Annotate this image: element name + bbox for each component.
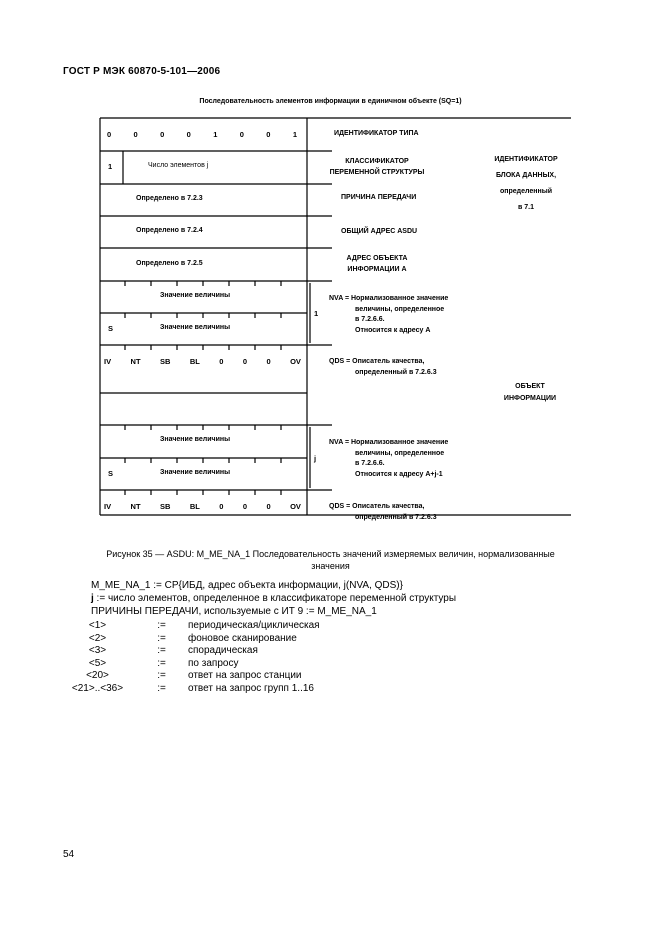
table-title: Последовательность элементов информации в единичном объекте (SQ=1) bbox=[199, 98, 462, 105]
cot-description: спорадическая bbox=[188, 645, 258, 656]
definition-line-3: ПРИЧИНЫ ПЕРЕДАЧИ, используемые с ИТ 9 := M_ME_NA_1 bbox=[91, 606, 377, 617]
cot-list-item bbox=[60, 670, 320, 683]
cot-text: Определено в 7.2.3 bbox=[136, 195, 203, 202]
qds-bit: 0 bbox=[242, 502, 248, 511]
value-text: Значение величины bbox=[160, 324, 231, 331]
bit: 0 bbox=[107, 130, 112, 139]
qds-bit: NT bbox=[130, 357, 141, 366]
cot-list bbox=[60, 620, 320, 695]
vsq-sq-bit: 1 bbox=[108, 162, 113, 171]
asdu-address-text: Определено в 7.2.4 bbox=[136, 227, 203, 234]
cot-list-item bbox=[60, 620, 320, 633]
asdu-address-label: ОБЩИЙ АДРЕС ASDU bbox=[341, 228, 418, 235]
dui-label-line: определенный bbox=[500, 188, 552, 195]
figure-caption bbox=[60, 548, 601, 572]
qds-bits bbox=[104, 357, 301, 366]
bit: 0 bbox=[133, 130, 138, 139]
cot-code: <5> bbox=[88, 657, 107, 669]
bit: 1 bbox=[213, 130, 218, 139]
qds-bit: OV bbox=[290, 502, 301, 511]
qds-bit: 0 bbox=[266, 502, 271, 511]
element-index-j: j bbox=[314, 454, 317, 463]
sign-bit: S bbox=[108, 469, 114, 478]
qds-bit: 0 bbox=[242, 357, 248, 366]
ioa-label-line: ИНФОРМАЦИИ А bbox=[347, 266, 407, 273]
qds-bit: 0 bbox=[219, 502, 224, 511]
cot-code: <21>..<36> bbox=[71, 682, 124, 694]
qds-bit: SB bbox=[159, 502, 171, 511]
qds-line: QDS = Описатель качества, bbox=[329, 358, 425, 365]
cot-list-item bbox=[60, 645, 320, 658]
dui-label-line: БЛОКА ДАННЫХ, bbox=[495, 172, 557, 179]
nva-line: в 7.2.6.6. bbox=[355, 316, 385, 323]
bit: 0 bbox=[186, 130, 191, 139]
qds-bit: BL bbox=[189, 357, 200, 366]
qds-description bbox=[329, 501, 437, 523]
dui-label-line: в 7.1 bbox=[518, 204, 534, 211]
cot-description: фоновое сканирование bbox=[188, 632, 297, 644]
qds-bit: 0 bbox=[219, 357, 224, 366]
nva-line: величины, определенное bbox=[355, 305, 445, 313]
qds-bit: IV bbox=[104, 357, 112, 366]
information-object-label bbox=[490, 381, 570, 405]
cot-list-item bbox=[60, 658, 320, 671]
nva-line: NVA = Нормализованное значение bbox=[329, 295, 449, 302]
qds-bit: 0 bbox=[266, 357, 271, 366]
vsq-label-line: ПЕРЕМЕННОЙ СТРУКТУРЫ bbox=[329, 169, 425, 176]
qds-bit: OV bbox=[290, 357, 301, 366]
value-text: Значение величины bbox=[160, 469, 231, 476]
cot-code: <2> bbox=[88, 632, 107, 644]
cot-list-item bbox=[60, 683, 320, 696]
cot-list-item bbox=[60, 633, 320, 646]
qds-bit: NT bbox=[130, 502, 141, 511]
qds-line: определенный в 7.2.6.3 bbox=[355, 369, 437, 376]
dui-label bbox=[476, 152, 576, 216]
vsq-label-line: КЛАССИФИКАТОР bbox=[345, 158, 409, 165]
qds-bit: SB bbox=[159, 357, 171, 366]
definition-line-2 bbox=[91, 593, 456, 606]
document-header: ГОСТ Р МЭК 60870-5-101—2006 bbox=[63, 66, 221, 77]
cot-label: ПРИЧИНА ПЕРЕДАЧИ bbox=[341, 194, 417, 201]
nva-line: величины, определенное bbox=[355, 449, 445, 457]
definition-line-1: M_ME_NA_1 := CP{ИБД, адрес объекта информации, j(NVA, QDS)} bbox=[91, 580, 403, 591]
qds-line: QDS = Описатель качества, bbox=[329, 503, 425, 510]
cot-code: <20> bbox=[86, 670, 109, 681]
cot-description: периодическая/циклическая bbox=[188, 620, 320, 631]
assign-symbol: := bbox=[157, 670, 166, 681]
element-index-1: 1 bbox=[314, 309, 319, 318]
ioa-label bbox=[336, 253, 418, 275]
qds-bits bbox=[104, 502, 301, 511]
caption-line: значения bbox=[311, 561, 350, 571]
definition-text: := число элементов, определенное в классификаторе переменной структуры bbox=[93, 593, 457, 604]
qds-description bbox=[329, 356, 437, 378]
assign-symbol: := bbox=[157, 620, 166, 631]
bit: 0 bbox=[266, 130, 271, 139]
nva-description bbox=[329, 294, 448, 336]
page-number: 54 bbox=[63, 849, 75, 860]
vsq-label bbox=[318, 156, 436, 178]
nva-line: Относится к адресу A+j-1 bbox=[355, 470, 443, 478]
cot-description: по запросу bbox=[188, 657, 239, 669]
ioa-label-line: АДРЕС ОБЪЕКТА bbox=[346, 255, 408, 262]
assign-symbol: := bbox=[157, 657, 166, 669]
nva-description-j bbox=[329, 438, 448, 480]
cot-code: <1> bbox=[88, 620, 107, 631]
type-id-bits bbox=[107, 130, 297, 139]
caption-line: Рисунок 35 — ASDU: M_ME_NA_1 Последовательность значений измеряемых величин, нормализованные bbox=[106, 549, 555, 559]
nva-line: Относится к адресу А bbox=[355, 326, 431, 334]
dui-label-line: ИДЕНТИФИКАТОР bbox=[494, 156, 558, 163]
qds-bit: IV bbox=[104, 502, 112, 511]
io-label-line: ОБЪЕКТ bbox=[515, 383, 545, 390]
sign-bit: S bbox=[108, 324, 114, 333]
value-text: Значение величины bbox=[160, 292, 231, 299]
value-text: Значение величины bbox=[160, 436, 231, 443]
io-label-line: ИНФОРМАЦИИ bbox=[503, 395, 557, 402]
qds-bit: BL bbox=[189, 502, 200, 511]
cot-description: ответ на запрос станции bbox=[188, 670, 302, 681]
assign-symbol: := bbox=[157, 682, 166, 694]
bit: 1 bbox=[292, 130, 297, 139]
nva-line: NVA = Нормализованное значение bbox=[329, 439, 449, 446]
nva-line: в 7.2.6.6. bbox=[355, 460, 385, 467]
cot-code: <3> bbox=[88, 645, 107, 656]
bit: 0 bbox=[239, 130, 244, 139]
qds-line: определенный в 7.2.6.3 bbox=[355, 514, 437, 521]
j-symbol: j bbox=[91, 593, 94, 604]
assign-symbol: := bbox=[157, 645, 166, 656]
cot-description: ответ на запрос групп 1..16 bbox=[188, 682, 314, 694]
vsq-number-text: Число элементов j bbox=[148, 162, 209, 169]
bit: 0 bbox=[160, 130, 165, 139]
assign-symbol: := bbox=[157, 632, 166, 644]
type-id-label: ИДЕНТИФИКАТОР ТИПА bbox=[334, 130, 419, 137]
ioa-text: Определено в 7.2.5 bbox=[136, 260, 203, 267]
